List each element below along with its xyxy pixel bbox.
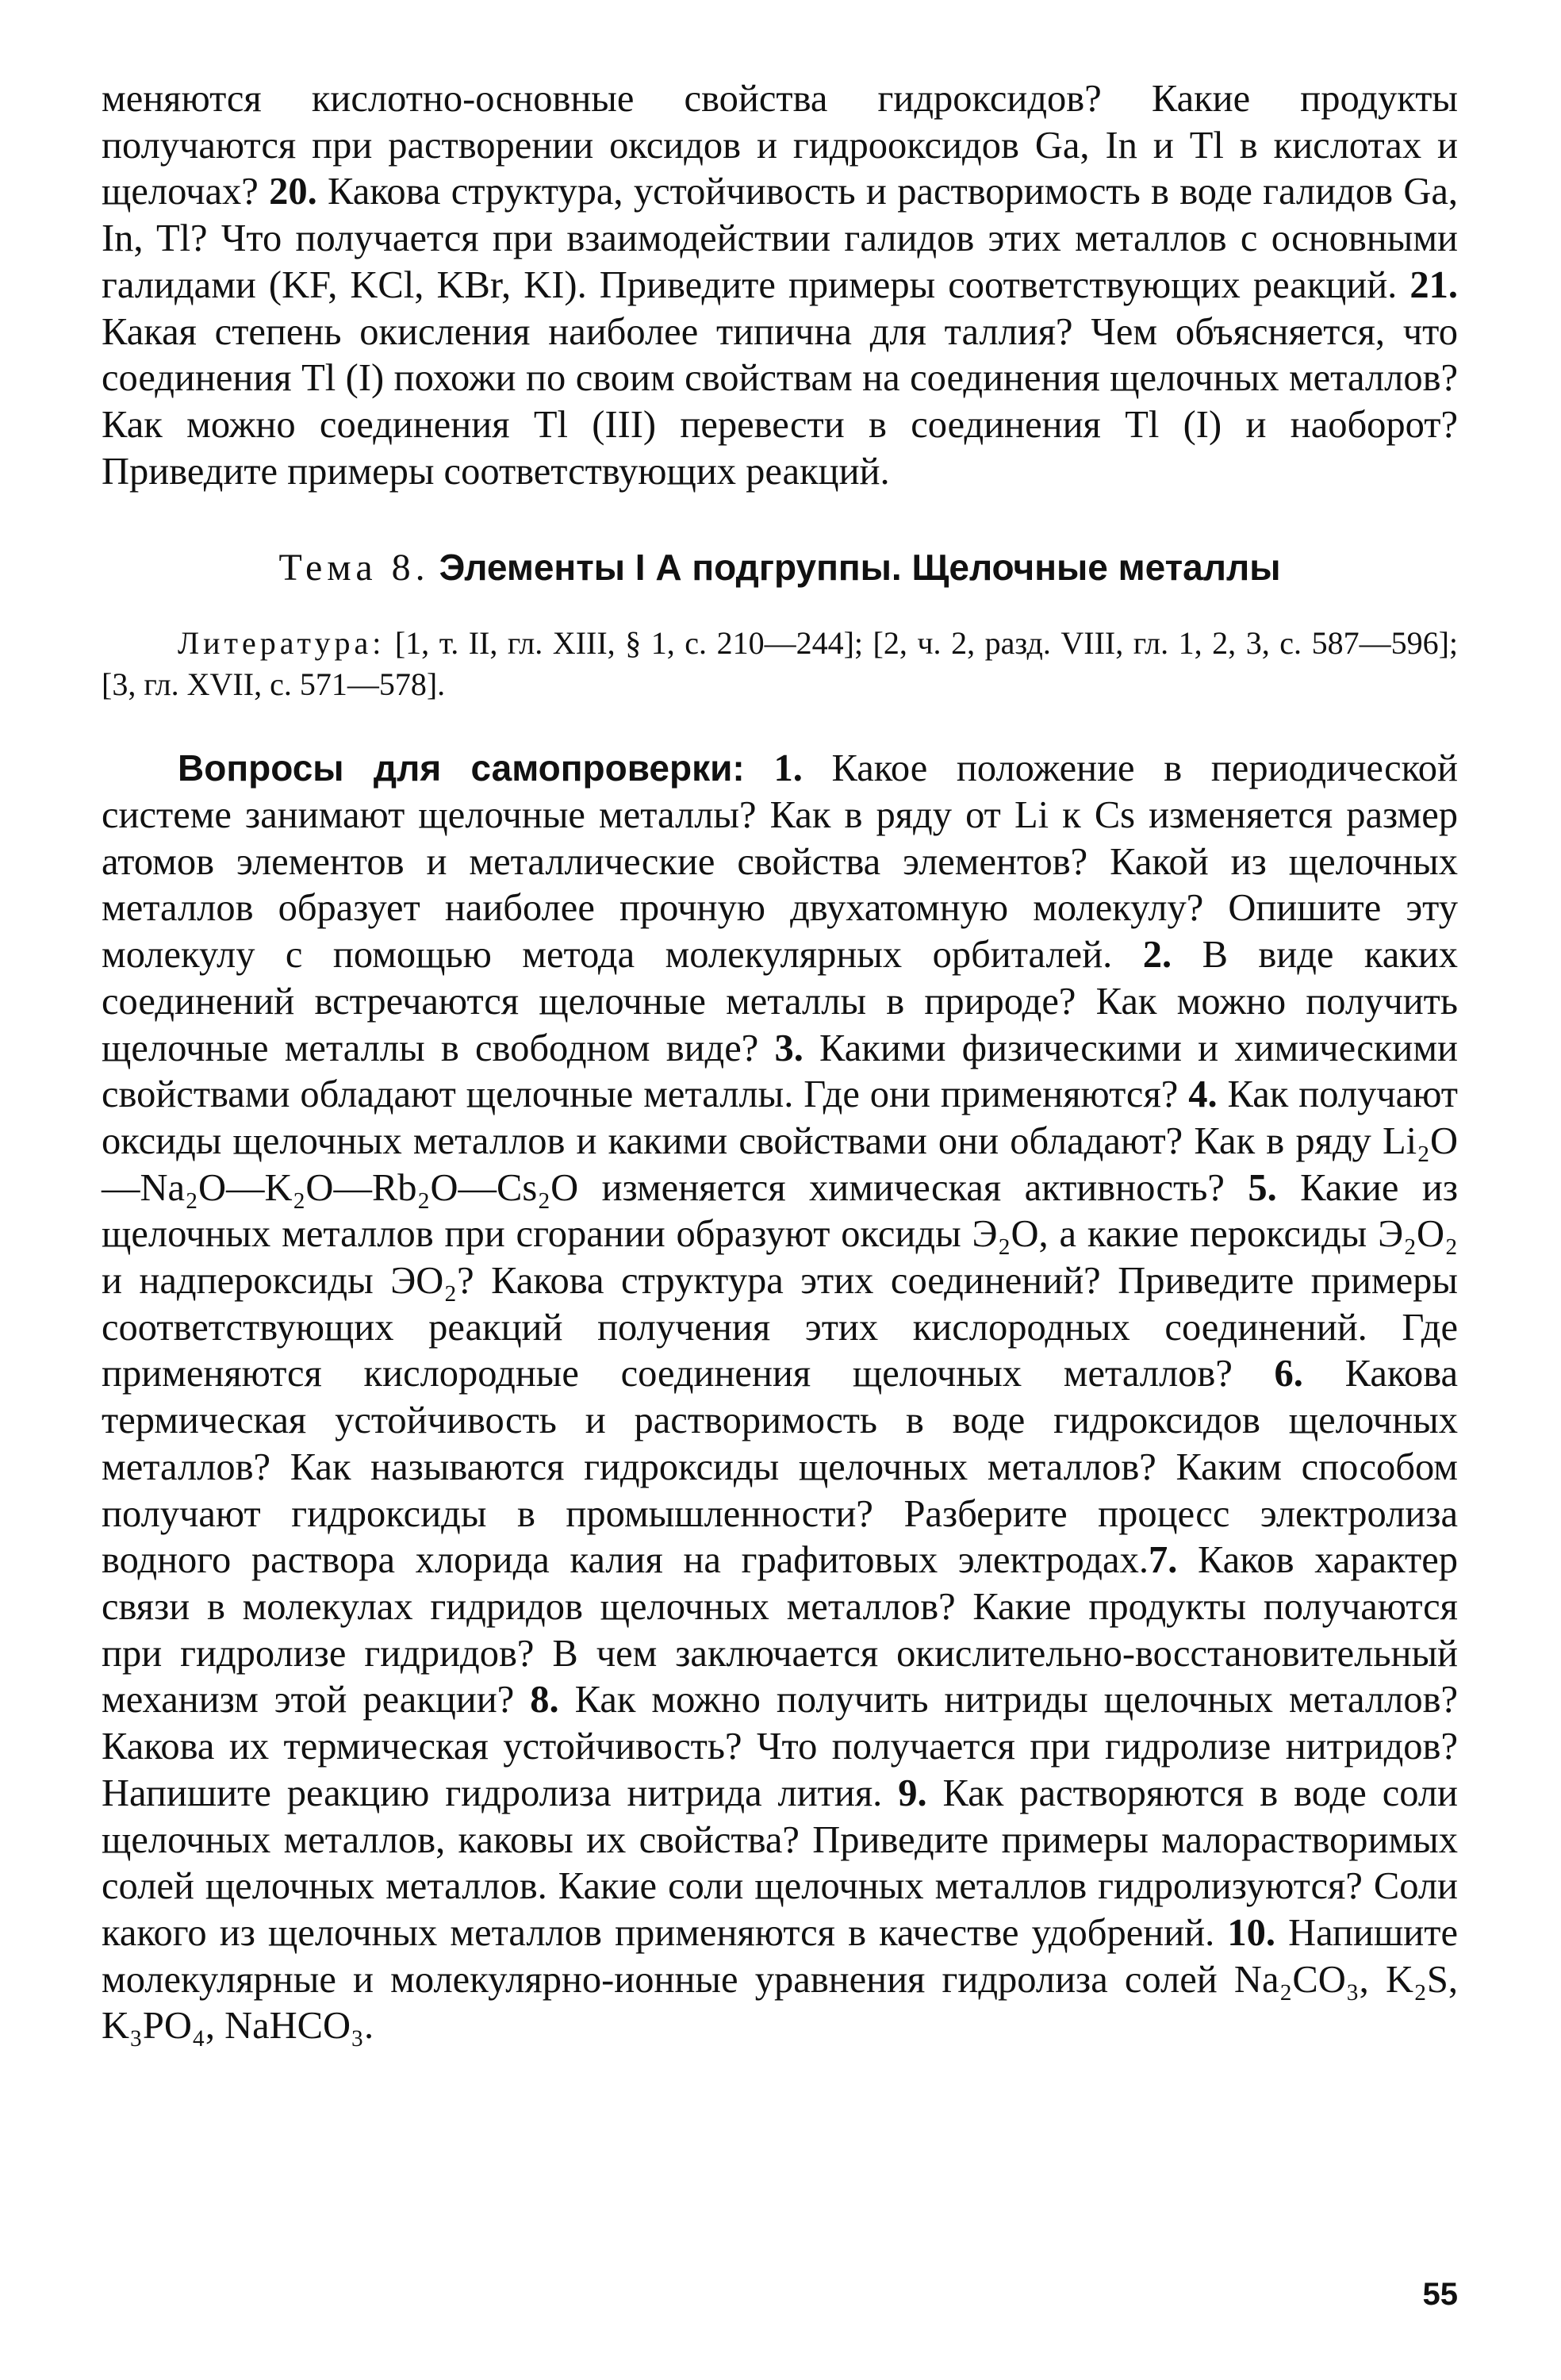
question-text: Как можно получить нитриды щелочных металлов? Какова их термическая устойчивость? Что получается при гидролизе нитридов? Напишите реакцию гидролиза нитрида лития. [102,1679,1459,1814]
question-number: 2. [1142,934,1172,977]
page-content [102,76,1458,2050]
text-run: Какова структура, устойчивость и растворимость в воде галидов Ga, In, Tl? Что получается при взаимодействии галидов этих металлов с основными галидами (KF, KCl, KBr, KI). Приведите примеры соответствующих реакций. [102,171,1459,306]
question-number: 8. [530,1679,559,1722]
continuation-paragraph [102,76,1458,495]
question-text: Как растворяются в воде соли щелочных металлов, каковы их свойства? Приведите примеры малорастворимых солей щелочных металлов. Какие соли щелочных металлов гидролизуются? Соли какого из щелочных металлов применяются в качестве удобрений. [102,1772,1458,1954]
question-text: Какие из щелочных металлов при сгорании образуют оксиды Э₂O, а какие пероксиды Э₂O₂ и надпероксиды ЭO₂? Какова структура этих соединений? Приведите примеры соответствующих реакций получения этих кислородных соединений. Где применяются кислородные соединения щелочных металлов? [102,1166,1458,1395]
question-number: 6. [1274,1353,1303,1395]
question-number: 7. [1148,1539,1178,1582]
question-number: 9. [898,1772,927,1814]
text-run: меняются кислотно-основные свойства гидроксидов? Какие продукты получаются при растворении оксидов и гидрооксидов Ga, In и Tl в кислотах и щелочах? [102,78,1458,213]
question-number: 5. [1248,1166,1277,1209]
question-number: 10. [1227,1911,1275,1954]
topic-label: Тема 8. [278,547,430,589]
literature-text: [1, т. II, гл. XIII, § 1, с. 210—244]; [2, ч. 2, разд. VIII, гл. 1, 2, 3, с. 587—596]; [3, гл. XVII, с. 571—578]. [102,625,1458,703]
question-text: Какое положение в периодической системе занимают щелочные металлы? Как в ряду от Li к Cs изменяется размер атомов элементов и металлические свойства элементов? Какой из щелочных металлов образует наиболее прочную двухатомную молекулу? Опишите эту молекулу с помощью метода молекулярных орбиталей. [102,747,1458,977]
literature-references [102,623,1458,705]
self-check-questions [102,745,1458,2050]
topic-heading [102,544,1458,591]
question-text: Какова термическая устойчивость и растворимость в воде гидроксидов щелочных металлов? Как называются гидроксиды щелочных металлов? Каким способом получают гидроксиды в промышленности? Разберите процесс электролиза водного раствора хлорида калия на графитовых электродах. [102,1353,1458,1582]
questions-label: Вопросы для самопроверки: [178,747,745,789]
question-text: В виде каких соединений встречаются щелочные металлы в природе? Как можно получить щелочные металлы в свободном виде? [102,934,1458,1069]
question-number: 20. [269,171,317,213]
question-text: Напишите молекулярные и молекулярно-ионные уравнения гидролиза солей Na₂CO₃, K₂S, K₃PO₄, NaHCO₃. [102,1911,1458,2048]
question-text: Каков характер связи в молекулах гидридов щелочных металлов? Какие продукты получаются при гидролизе гидридов? В чем заключается окислительно-восстановительный механизм этой реакции? [102,1539,1458,1722]
question-number: 1. [773,747,803,790]
question-text: Как получают оксиды щелочных металлов и какими свойствами они обладают? Как в ряду Li₂O—Na₂O—K₂O—Rb₂O—Cs₂O изменяется химическая активность? [102,1073,1458,1209]
question-number: 21. [1410,263,1458,306]
text-run: Какая степень окисления наиболее типична для таллия? Чем объясняется, что соединения Tl (I) похожи по своим свойствам на соединения щелочных металлов? Как можно соединения Tl (III) перевести в соединения Tl (I) и наоборот? Приведите примеры соответствующих реакций. [102,310,1458,493]
question-number: 3. [774,1027,804,1069]
literature-label: Литература: [178,625,385,662]
question-text: Какими физическими и химическими свойствами обладают щелочные металлы. Где они применяются? [102,1027,1458,1116]
question-number: 4. [1188,1073,1218,1116]
topic-title: Элементы I А подгруппы. Щелочные металлы [439,547,1281,589]
page-number: 55 [1422,2277,1458,2312]
